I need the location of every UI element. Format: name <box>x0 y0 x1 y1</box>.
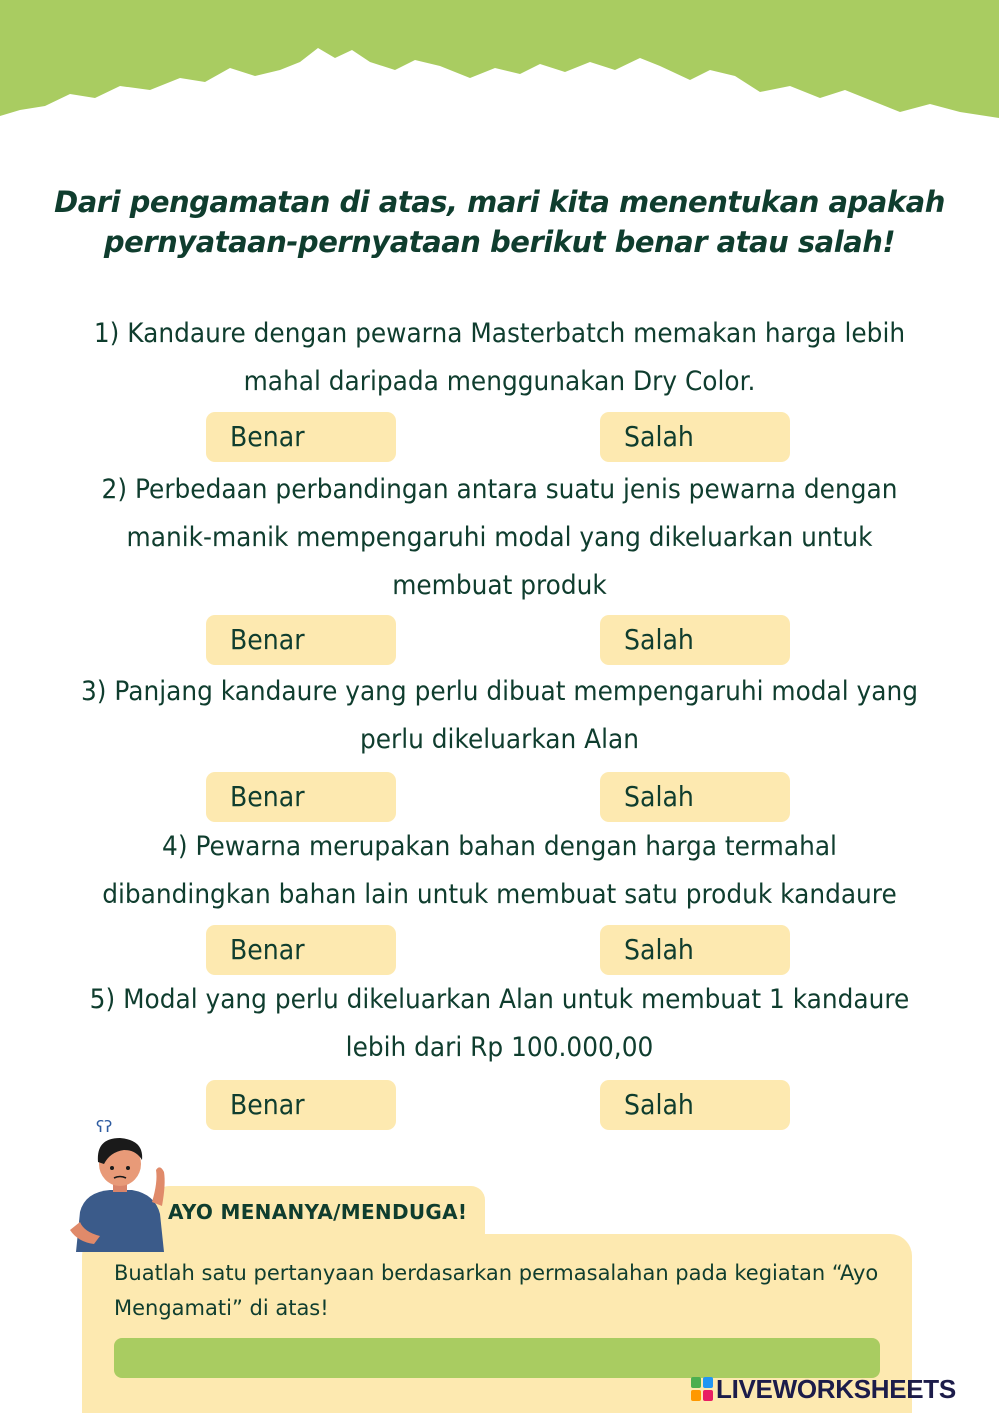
intro-instruction: Dari pengamatan di atas, mari kita menentukan apakah pernyataan-pernyataan berikut benar atau salah! <box>54 185 945 259</box>
question-3-salah-option[interactable] <box>600 772 790 822</box>
brand-name: LIVEWORKSHEETS <box>716 1374 956 1404</box>
question-3-benar-option[interactable] <box>206 772 396 822</box>
question-5-benar-option[interactable] <box>206 1080 396 1130</box>
svg-text:ʕʔ: ʕʔ <box>96 1117 113 1136</box>
question-1-benar-option[interactable] <box>206 412 396 462</box>
option-label: Salah <box>624 1088 694 1121</box>
question-2-salah-option[interactable] <box>600 615 790 665</box>
question-3-text: 3) Panjang kandaure yang perlu dibuat mempengaruhi modal yang perlu dikeluarkan Alan <box>81 676 918 755</box>
question-4-salah-option[interactable] <box>600 925 790 975</box>
question-1-salah-option[interactable] <box>600 412 790 462</box>
liveworksheets-logo-icon <box>691 1377 713 1401</box>
option-label: Benar <box>230 780 305 813</box>
option-label: Salah <box>624 933 694 966</box>
option-label: Salah <box>624 623 694 656</box>
option-label: Salah <box>624 420 694 453</box>
option-label: Benar <box>230 623 305 656</box>
header-torn-paper <box>0 0 999 130</box>
question-1-text: 1) Kandaure dengan pewarna Masterbatch memakan harga lebih mahal daripada menggunakan Dry Color. <box>93 318 906 397</box>
option-label: Benar <box>230 933 305 966</box>
ask-section-title: AYO MENANYA/MENDUGA! <box>168 1200 468 1224</box>
thinking-boy-icon <box>60 1112 180 1257</box>
option-label: Benar <box>230 420 305 453</box>
question-4-text: 4) Pewarna merupakan bahan dengan harga termahal dibandingkan bahan lain untuk membuat satu produk kandaure <box>102 831 897 910</box>
question-4-benar-option[interactable] <box>206 925 396 975</box>
question-2-benar-option[interactable] <box>206 615 396 665</box>
question-2-text: 2) Perbedaan perbandingan antara suatu jenis pewarna dengan manik-manik mempengaruhi modal yang dikeluarkan untuk membuat produk <box>101 474 898 601</box>
option-label: Benar <box>230 1088 305 1121</box>
ask-section-instruction: Buatlah satu pertanyaan berdasarkan permasalahan pada kegiatan “Ayo Mengamati” di atas! <box>114 1261 879 1320</box>
option-label: Salah <box>624 780 694 813</box>
question-5-salah-option[interactable] <box>600 1080 790 1130</box>
question-5-text: 5) Modal yang perlu dikeluarkan Alan untuk membuat 1 kandaure lebih dari Rp 100.000,00 <box>89 984 910 1063</box>
liveworksheets-brand <box>691 1372 991 1406</box>
